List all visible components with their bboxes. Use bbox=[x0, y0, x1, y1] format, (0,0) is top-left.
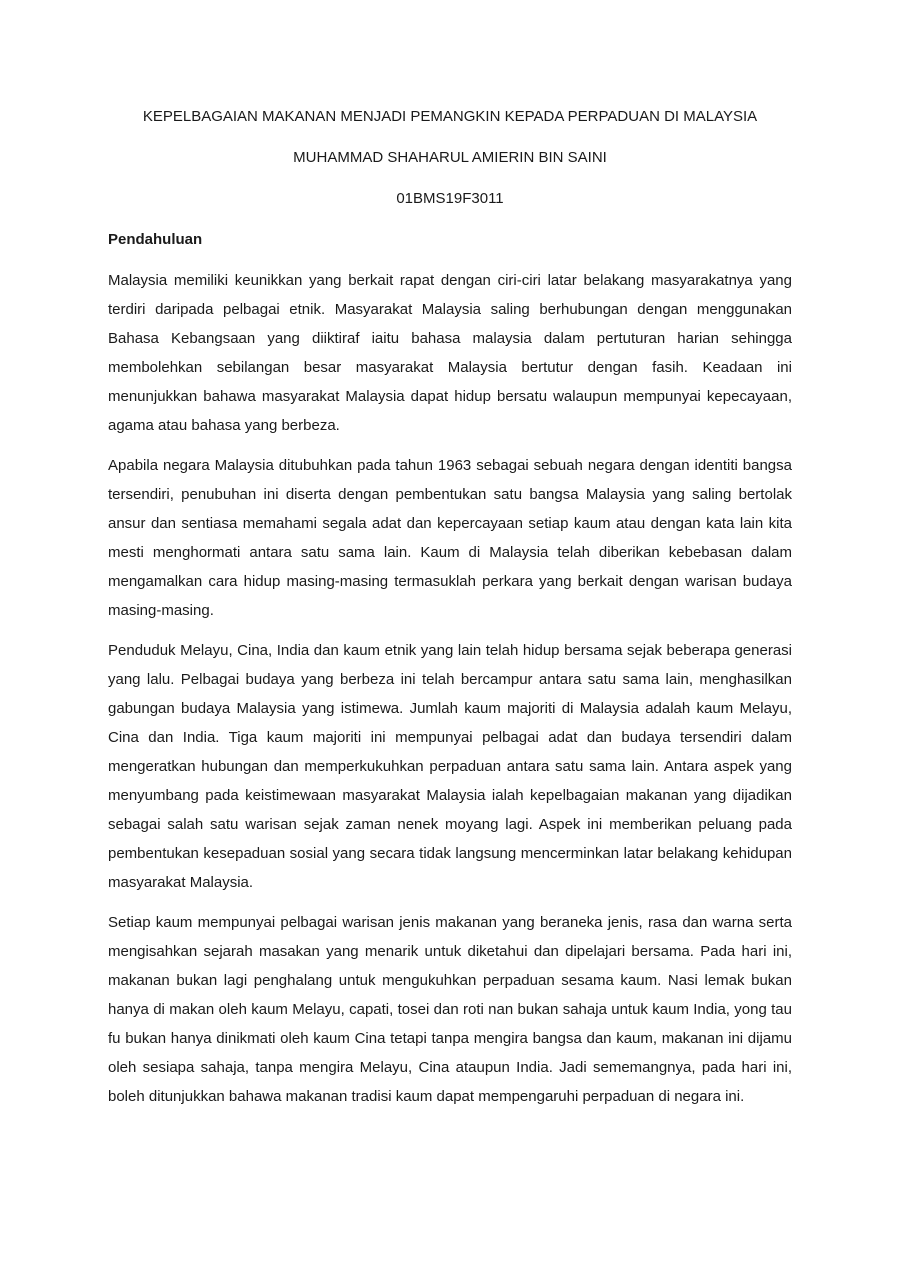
document-title: KEPELBAGAIAN MAKANAN MENJADI PEMANGKIN KEPADA PERPADUAN DI MALAYSIA bbox=[142, 108, 758, 125]
document-front-matter bbox=[108, 102, 792, 213]
student-id: 01BMS19F3011 bbox=[396, 190, 504, 207]
paragraph-4: Setiap kaum mempunyai pelbagai warisan jenis makanan yang beraneka jenis, rasa dan warna serta mengisahkan sejarah masakan yang menarik untuk diketahui dan dipelajari bersama. Pada hari ini, makanan bukan lagi penghalang untuk mengukuhkan perpaduan sesama kaum. Nasi lemak bukan hanya di makan oleh kaum Melayu, capati, tosei dan roti nan bukan sahaja untuk kaum India, yong tau fu bukan hanya dinikmati oleh kaum Cina tetapi tanpa mengira bangsa dan kaum, makanan ini dijamu oleh sesiapa sahaja, tanpa mengira Melayu, Cina ataupun India. Jadi sememangnya, pada hari ini, boleh ditunjukkan bahawa makanan tradisi kaum dapat mempengaruhi perpaduan di negara ini. bbox=[108, 914, 792, 1105]
paragraph-1: Malaysia memiliki keunikkan yang berkait rapat dengan ciri-ciri latar belakang masyarakatnya yang terdiri daripada pelbagai etnik. Masyarakat Malaysia saling berhubungan dengan menggunakan Bahasa Kebangsaan yang diiktiraf iaitu bahasa malaysia dalam pertuturan harian sehingga membolehkan sebilangan besar masyarakat Malaysia bertutur dengan fasih. Keadaan ini menunjukkan bahawa masyarakat Malaysia dapat hidup bersatu walaupun mempunyai kepecayaan, agama atau bahasa yang berbeza. bbox=[108, 272, 792, 434]
section-heading-pendahuluan: Pendahuluan bbox=[108, 231, 203, 248]
paragraph-2: Apabila negara Malaysia ditubuhkan pada tahun 1963 sebagai sebuah negara dengan identiti bangsa tersendiri, penubuhan ini diserta dengan pembentukan satu bangsa Malaysia yang saling bertolak ansur dan sentiasa memahami segala adat dan kepercayaan setiap kaum atau dengan kata lain kita mesti menghormati antara satu sama lain. Kaum di Malaysia telah diberikan kebebasan dalam mengamalkan cara hidup masing-masing termasuklah perkara yang berkait dengan warisan budaya masing-masing. bbox=[108, 457, 792, 619]
paragraph-3: Penduduk Melayu, Cina, India dan kaum etnik yang lain telah hidup bersama sejak beberapa generasi yang lalu. Pelbagai budaya yang berbeza ini telah bercampur antara satu sama lain, menghasilkan gabungan budaya Malaysia yang istimewa. Jumlah kaum majoriti di Malaysia adalah kaum Melayu, Cina dan India. Tiga kaum majoriti ini mempunyai pelbagai adat dan budaya tersendiri dalam mengeratkan hubungan dan memperkukuhkan perpaduan antara satu sama lain. Antara aspek yang menyumbang pada keistimewaan masyarakat Malaysia ialah kepelbagaian makanan yang dijadikan sebagai salah satu warisan sejak zaman nenek moyang lagi. Aspek ini memberikan peluang pada pembentukan kesepaduan sosial yang secara tidak langsung mencerminkan latar belakang kehidupan masyarakat Malaysia. bbox=[108, 642, 792, 891]
document-author: MUHAMMAD SHAHARUL AMIERIN BIN SAINI bbox=[293, 149, 607, 166]
